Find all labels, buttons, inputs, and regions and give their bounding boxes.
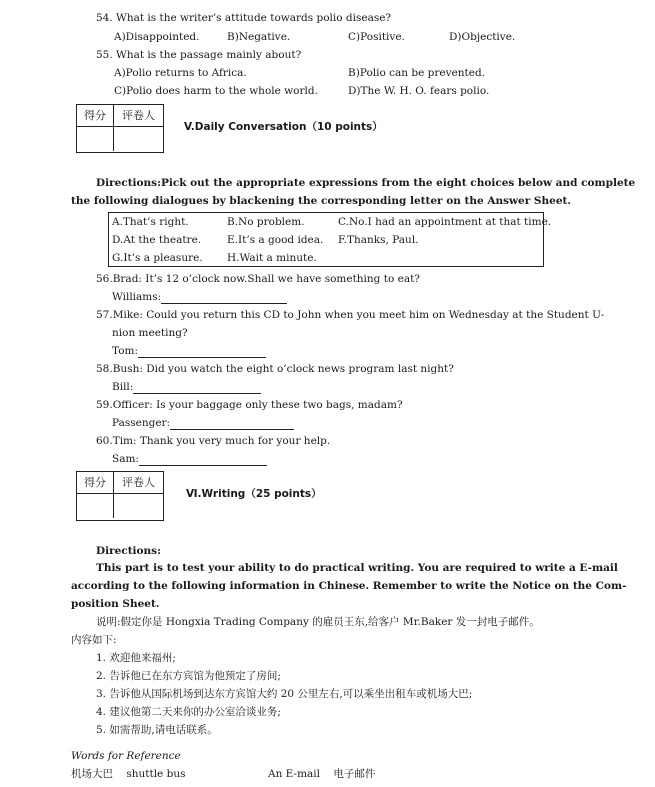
- choice-e: E.It’s a good idea.: [227, 234, 324, 246]
- section-6-directions-label: Directions:: [96, 545, 161, 557]
- section-6-title: Ⅵ.Writing（25 points）: [186, 488, 322, 500]
- q54-option-b: B)Negative.: [227, 31, 291, 43]
- reference-item-1: 机场大巴 shuttle bus: [71, 768, 186, 780]
- q55-option-c: C)Polio does harm to the whole world.: [114, 85, 318, 97]
- dialogue-57-blank[interactable]: [138, 346, 266, 358]
- reference-item-2: An E-mail 电子邮件: [268, 768, 376, 780]
- grader-label: 评卷人: [114, 105, 163, 127]
- dialogue-59-answer: [112, 417, 294, 430]
- note-item-2: 2. 告诉他已在东方宾馆为他预定了房间;: [96, 670, 281, 682]
- question-54-stem: 54. What is the writer’s attitude towards polio disease?: [96, 12, 392, 24]
- score-cell: [77, 127, 114, 151]
- dialogue-56-blank[interactable]: [161, 292, 287, 304]
- section-5-title: V.Daily Conversation（10 points）: [184, 121, 383, 133]
- dialogue-56-line: 56.Brad: It’s 12 o’clock now.Shall we have something to eat?: [96, 273, 420, 285]
- score-box-section-6: [76, 471, 164, 521]
- dialogue-57-line: 57.Mike: Could you return this CD to John when you meet him on Wednesday at the Student U-: [96, 309, 605, 321]
- dialogue-60-line: 60.Tim: Thank you very much for your help.: [96, 435, 331, 447]
- section-5-directions-line-2: the following dialogues by blackening the corresponding letter on the Answer Sheet.: [71, 195, 572, 207]
- dialogue-58-blank[interactable]: [133, 382, 261, 394]
- choice-b: B.No problem.: [227, 216, 305, 228]
- dialogue-57-speaker: Tom:: [112, 345, 139, 357]
- question-55-stem: 55. What is the passage mainly about?: [96, 49, 302, 61]
- dialogue-58-speaker: Bill:: [112, 381, 134, 393]
- choice-d: D.At the theatre.: [112, 234, 202, 246]
- section-5-directions-line-1: Directions:Pick out the appropriate expressions from the eight choices below and complete: [96, 177, 636, 189]
- section-6-directions-line-3: position Sheet.: [71, 598, 160, 610]
- dialogue-60-speaker: Sam:: [112, 453, 139, 465]
- section-6-directions-line-2: according to the following information in Chinese. Remember to write the Notice on the Com-: [71, 580, 627, 592]
- dialogue-59-line: 59.Officer: Is your baggage only these two bags, madam?: [96, 399, 403, 411]
- reference-label: Words for Reference: [71, 750, 181, 762]
- note-line-2: 内容如下:: [71, 634, 117, 646]
- q55-option-a: A)Polio returns to Africa.: [114, 67, 247, 79]
- note-item-3: 3. 告诉他从国际机场到达东方宾馆大约 20 公里左右,可以乘坐出租车或机场大巴;: [96, 688, 473, 700]
- dialogue-59-blank[interactable]: [170, 418, 294, 430]
- q55-option-b: B)Polio can be prevented.: [348, 67, 486, 79]
- choice-c: C.No.I had an appointment at that time.: [338, 216, 552, 228]
- choices-box: [108, 212, 552, 267]
- choice-g: G.It’s a pleasure.: [112, 252, 203, 264]
- note-item-4: 4. 建议他第二天来你的办公室洽谈业务;: [96, 706, 281, 718]
- score-box-section-5: [76, 104, 164, 153]
- score-label: 得分: [77, 472, 114, 494]
- dialogue-60-blank[interactable]: [139, 454, 267, 466]
- q54-option-c: C)Positive.: [348, 31, 405, 43]
- note-line-1: 说明:假定你是 Hongxia Trading Company 的雇员王东,给客户 Mr.Baker 发一封电子邮件。: [96, 616, 540, 628]
- score-cell: [77, 494, 114, 518]
- q55-option-d: D)The W. H. O. fears polio.: [348, 85, 490, 97]
- grader-label: 评卷人: [114, 472, 163, 494]
- choice-h: H.Wait a minute.: [227, 252, 317, 264]
- dialogue-58-line: 58.Bush: Did you watch the eight o’clock news program last night?: [96, 363, 454, 375]
- section-6-directions-line-1: This part is to test your ability to do practical writing. You are required to write a E-mail: [96, 562, 618, 574]
- note-item-1: 1. 欢迎他来福州;: [96, 652, 176, 664]
- q54-option-a: A)Disappointed.: [114, 31, 200, 43]
- grader-cell: [114, 127, 163, 151]
- note-item-5: 5. 如需帮助,请电话联系。: [96, 724, 218, 736]
- dialogue-56-answer: [112, 291, 287, 304]
- dialogue-56-speaker: Williams:: [112, 291, 162, 303]
- choice-a: A.That’s right.: [112, 216, 189, 228]
- score-label: 得分: [77, 105, 114, 127]
- choice-f: F.Thanks, Paul.: [338, 234, 419, 246]
- dialogue-58-answer: [112, 381, 261, 394]
- dialogue-57-line-2: nion meeting?: [112, 327, 188, 339]
- q54-option-d: D)Objective.: [449, 31, 516, 43]
- dialogue-59-speaker: Passenger:: [112, 417, 171, 429]
- dialogue-60-answer: [112, 453, 267, 466]
- grader-cell: [114, 494, 163, 518]
- dialogue-57-answer: [112, 345, 266, 358]
